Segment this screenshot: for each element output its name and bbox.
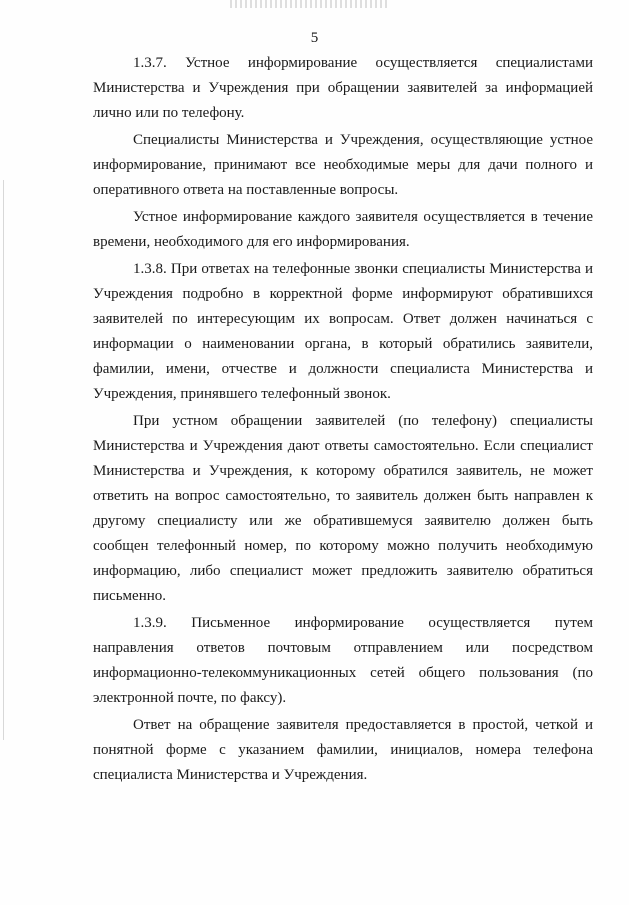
paragraph-oral-phone: При устном обращении заявителей (по телефону) специалисты Министерства и Учреждения дают ответы самостоятельно. Если специалист Министерства и Учреждения, к которому обратился заявитель, не может ответить на вопрос самостоятельно, то заявитель должен быть направлен к другому специалисту или же обратившемуся заявителю должен быть сообщен телефонный номер, по которому можно получить необходимую информацию, либо специалист может предложить заявителю обратиться письменно. — [93, 413, 593, 604]
paragraph-oral-duration: Устное информирование каждого заявителя осуществляется в течение времени, необходимого для его информирования. — [93, 209, 593, 250]
paragraph-answer-form: Ответ на обращение заявителя предоставляется в простой, четкой и понятной форме с указанием фамилии, инициалов, номера телефона специалиста Министерства и Учреждения. — [93, 717, 593, 783]
paragraph-specialists: Специалисты Министерства и Учреждения, осуществляющие устное информирование, принимают все необходимые меры для дачи полного и оперативного ответа на поставленные вопросы. — [93, 132, 593, 198]
page-number: 5 — [310, 30, 319, 46]
document-body — [93, 51, 593, 788]
scan-edge-line — [3, 180, 4, 740]
paragraph-1-3-7: 1.3.7. Устное информирование осуществляется специалистами Министерства и Учреждения при обращении заявителей за информацией лично или по телефону. — [93, 55, 593, 121]
paragraph-1-3-8: 1.3.8. При ответах на телефонные звонки специалисты Министерства и Учреждения подробно в корректной форме информируют обратившихся заявителей по интересующим их вопросам. Ответ должен начинаться с информации о наименовании органа, в который обратились заявители, фамилии, имени, отчестве и должности специалиста Министерства и Учреждения, принявшего телефонный звонок. — [93, 261, 593, 402]
paragraph-1-3-9: 1.3.9. Письменное информирование осуществляется путем направления ответов почтовым отправлением или посредством информационно-телекоммуникационных сетей общего пользования (по электронной почте, по факсу). — [93, 615, 593, 706]
scan-artifact — [230, 0, 390, 8]
